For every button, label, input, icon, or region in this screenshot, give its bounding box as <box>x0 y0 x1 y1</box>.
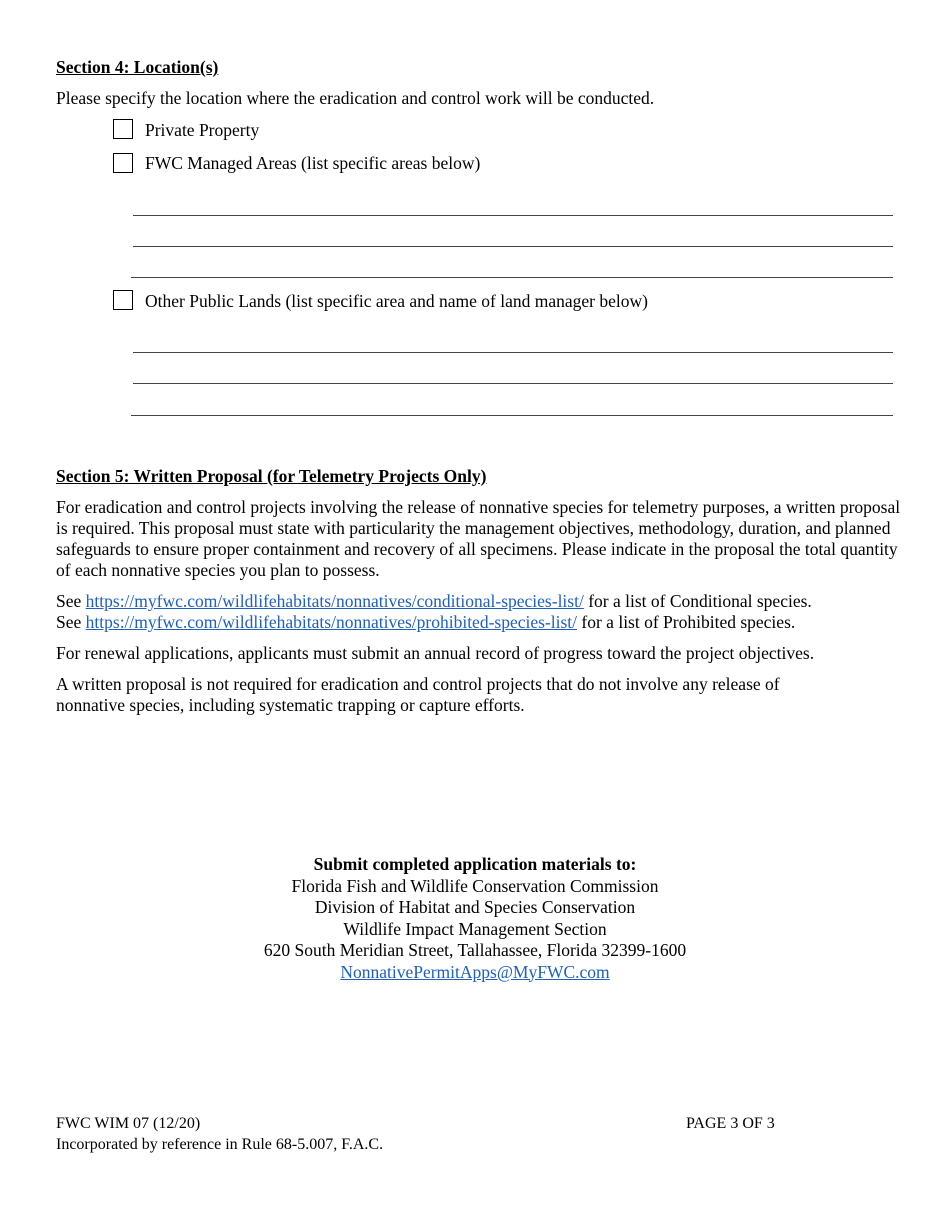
rule-reference: Incorporated by reference in Rule 68-5.007, F.A.C. <box>56 1136 384 1153</box>
submit-address-block <box>0 854 950 983</box>
see-prefix: See <box>56 591 82 611</box>
not-required-paragraph: A written proposal is not required for eradication and control projects that do not involve any release of nonnative species, including systematic trapping or capture efforts. <box>56 674 780 715</box>
section-4-instructions: Please specify the location where the eradication and control work will be conducted. <box>56 88 655 108</box>
prohibited-suffix: for a list of Prohibited species. <box>581 612 796 632</box>
division-name: Division of Habitat and Species Conservation <box>314 897 636 917</box>
other-public-lands-label: Other Public Lands (list specific area and name of land manager below) <box>145 291 648 311</box>
public-lands-write-line[interactable] <box>133 352 893 353</box>
page-number: PAGE 3 OF 3 <box>686 1115 775 1132</box>
see-prefix: See <box>56 612 82 632</box>
submit-email-link[interactable]: NonnativePermitApps@MyFWC.com <box>340 961 610 982</box>
fwc-areas-write-line[interactable] <box>131 277 893 278</box>
form-id: FWC WIM 07 (12/20) <box>56 1115 201 1132</box>
conditional-suffix: for a list of Conditional species. <box>588 591 812 611</box>
section-5-heading: Section 5: Written Proposal (for Telemetry Projects Only) <box>56 466 487 486</box>
conditional-species-link[interactable]: https://myfwc.com/wildlifehabitats/nonnatives/conditional-species-list/ <box>85 591 584 611</box>
street-address: 620 South Meridian Street, Tallahassee, Florida 32399-1600 <box>263 940 687 960</box>
public-lands-write-line[interactable] <box>131 415 893 416</box>
private-property-label: Private Property <box>145 120 260 140</box>
agency-name: Florida Fish and Wildlife Conservation Commission <box>291 875 659 896</box>
section-4-heading: Section 4: Location(s) <box>56 57 219 77</box>
submit-title: Submit completed application materials to: <box>313 854 637 874</box>
fwc-areas-write-line[interactable] <box>133 246 893 247</box>
fwc-managed-areas-checkbox[interactable] <box>113 153 133 173</box>
prohibited-species-link[interactable]: https://myfwc.com/wildlifehabitats/nonnatives/prohibited-species-list/ <box>85 612 578 632</box>
public-lands-write-line[interactable] <box>133 383 893 384</box>
fwc-managed-areas-label: FWC Managed Areas (list specific areas below) <box>145 153 481 173</box>
section-name: Wildlife Impact Management Section <box>343 918 607 939</box>
private-property-checkbox[interactable] <box>113 119 133 139</box>
fwc-areas-write-line[interactable] <box>133 215 893 216</box>
conditional-species-line <box>56 591 901 612</box>
telemetry-proposal-paragraph: For eradication and control projects involving the release of nonnative species for telemetry purposes, a written proposal is required. This proposal must state with particularity the management objectives, methodology, duration, and planned safeguards to ensure proper containment and recovery of all specimens. Please indicate in the proposal the total quantity of each nonnative species you plan to possess. <box>56 497 901 580</box>
renewal-paragraph: For renewal applications, applicants must submit an annual record of progress toward the project objectives. <box>56 643 815 663</box>
prohibited-species-line <box>56 612 901 633</box>
other-public-lands-checkbox[interactable] <box>113 290 133 310</box>
